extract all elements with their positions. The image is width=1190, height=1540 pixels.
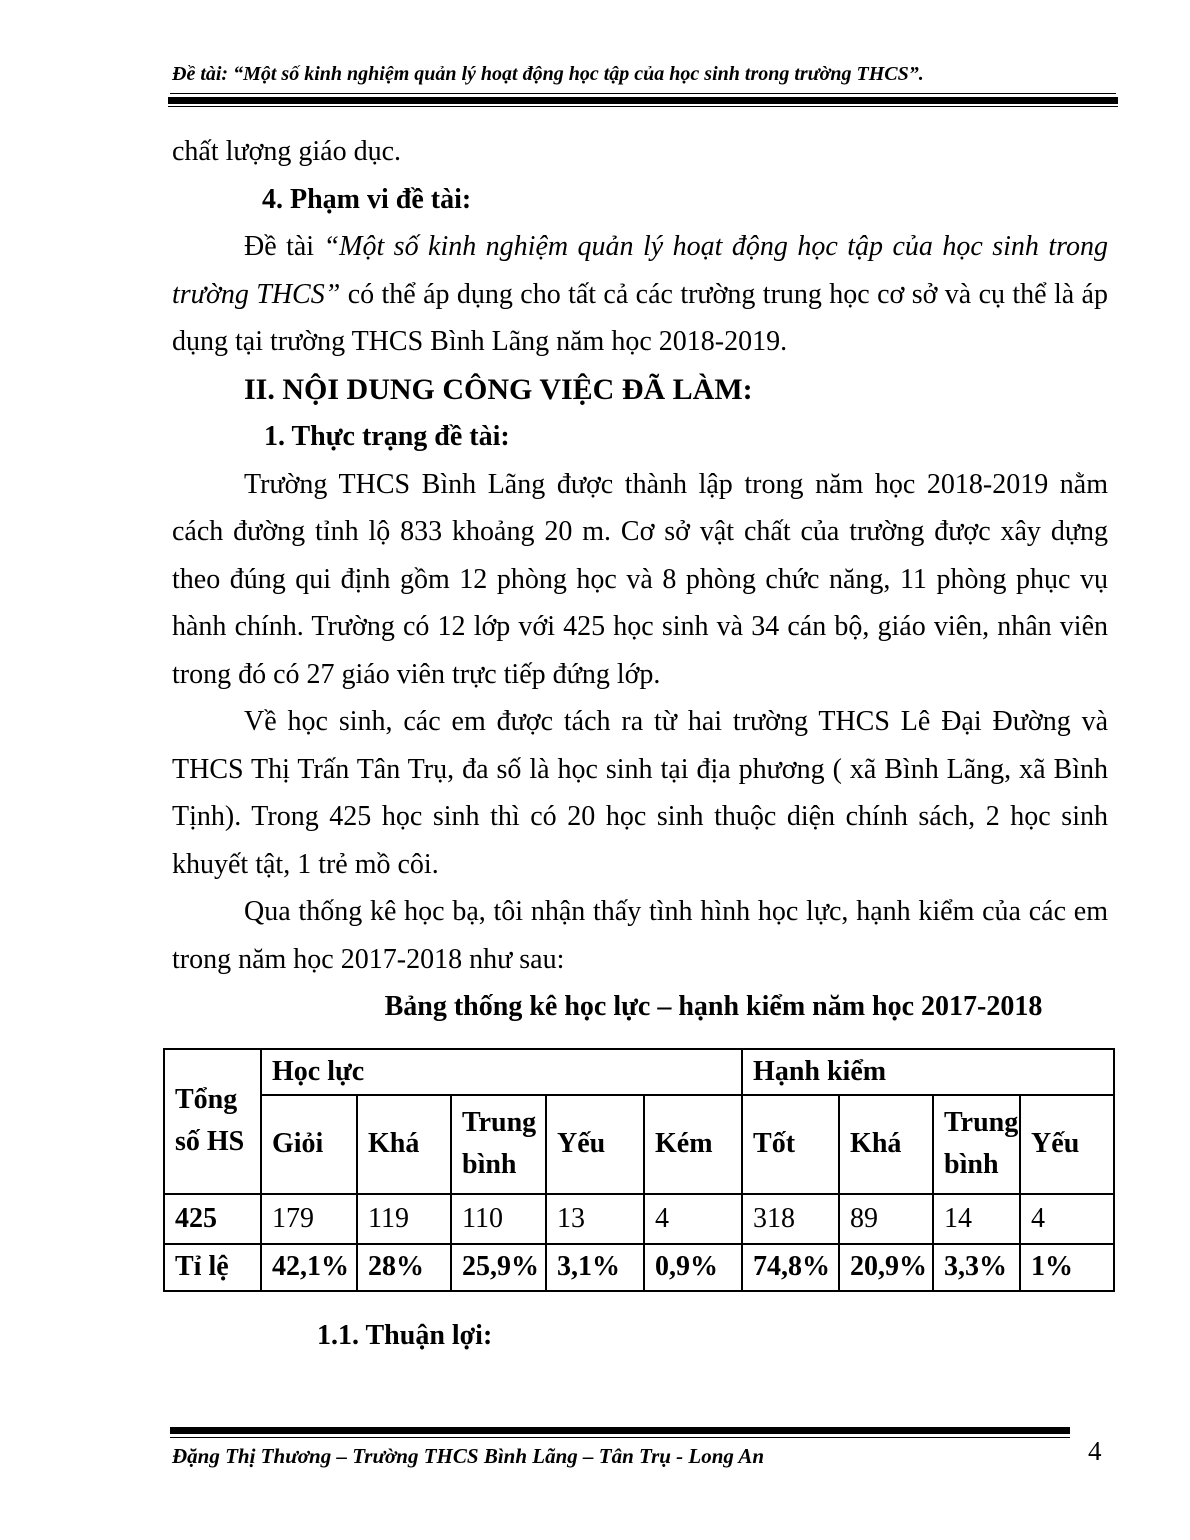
paragraph-school: Trường THCS Bình Lãng được thành lập trong năm học 2018-2019 nằm cách đường tỉnh lộ 833 khoảng 20 m. Cơ sở vật chất của trường được xây dựng theo đúng qui định gồm 12 phòng học và 8 phòng chức năng, 11 phòng phục vụ hành chính. Trường có 12 lớp với 425 học sinh và 34 cán bộ, giáo viên, nhân viên trong đó có 27 giáo viên trực tiếp đứng lớp.	[172, 468, 1108, 690]
group-header-hanh-kiem: Hạnh kiểm	[742, 1049, 1114, 1095]
count-cell: 14	[933, 1194, 1020, 1244]
statistics-table	[163, 1048, 1115, 1292]
subheader-tot: Tốt	[742, 1095, 839, 1194]
header-rule-thick	[168, 97, 1118, 104]
footer-rule-thick	[170, 1427, 1070, 1434]
group-header-hoc-luc: Học lực	[261, 1049, 742, 1095]
subheader-yeu-hl: Yếu	[546, 1095, 644, 1194]
percent-cell: 0,9%	[644, 1244, 742, 1291]
count-cell: 179	[261, 1194, 357, 1244]
subheader-kem: Kém	[644, 1095, 742, 1194]
percent-cell: 3,1%	[546, 1244, 644, 1291]
subheader-trung-binh-hk: Trung bình	[933, 1095, 1020, 1194]
table-group-header-row	[164, 1049, 1114, 1095]
subheader-yeu-hk: Yếu	[1020, 1095, 1114, 1194]
subheader-trung-binh-hl: Trung bình	[451, 1095, 546, 1194]
scope-topic-italic: “Một số kinh nghiệm quản lý hoạt động học tập của học sinh trong trường THCS”	[172, 231, 1108, 310]
scope-prefix: Đề tài	[244, 231, 324, 262]
count-cell: 110	[451, 1194, 546, 1244]
heading-main-section: II. NỘI DUNG CÔNG VIỆC ĐÃ LÀM:	[244, 372, 753, 406]
subheader-kha-hl: Khá	[357, 1095, 451, 1194]
table-subheader-row	[164, 1095, 1114, 1194]
heading-scope: 4. Phạm vi đề tài:	[262, 183, 472, 215]
percent-cell: 3,3%	[933, 1244, 1020, 1291]
percent-cell: 1%	[1020, 1244, 1114, 1291]
table-percent-row	[164, 1244, 1114, 1291]
count-cell: 4	[1020, 1194, 1114, 1244]
subheader-kha-hk: Khá	[839, 1095, 933, 1194]
heading-advantages: 1.1. Thuận lợi:	[317, 1319, 493, 1351]
footer-rule-thin	[170, 1437, 1070, 1438]
percent-cell: 74,8%	[742, 1244, 839, 1291]
percent-cell: 28%	[357, 1244, 451, 1291]
count-cell: 119	[357, 1194, 451, 1244]
percent-cell: 25,9%	[451, 1244, 546, 1291]
footer-author-line: Đặng Thị Thương – Trường THCS Bình Lãng – Tân Trụ - Long An	[172, 1444, 765, 1468]
count-cell: 89	[839, 1194, 933, 1244]
table-title: Bảng thống kê học lực – hạnh kiểm năm học 2017-2018	[384, 991, 1043, 1022]
percent-cell: 42,1%	[261, 1244, 357, 1291]
header-rule-thin-bottom	[168, 106, 1118, 107]
paragraph-stats-intro: Qua thống kê học bạ, tôi nhận thấy tình hình học lực, hạnh kiểm của các em trong năm học 2017-2018 như sau:	[172, 896, 1108, 975]
header-rule-thin-top	[170, 93, 1116, 94]
corner-line2: số HS	[175, 1126, 245, 1157]
table-count-row	[164, 1194, 1114, 1244]
document-body	[172, 128, 1108, 1359]
page-number: 4	[1088, 1436, 1102, 1466]
corner-line1: Tổng	[175, 1084, 238, 1115]
heading-status: 1. Thực trạng đề tài:	[264, 421, 510, 452]
percent-cell: 20,9%	[839, 1244, 933, 1291]
count-cell: 4	[644, 1194, 742, 1244]
scope-suffix: có thể áp dụng cho tất cả các trường trung học cơ sở và cụ thể là áp dụng tại trường THCS Bình Lãng năm học 2018-2019.	[172, 278, 1108, 357]
count-row-label: 425	[164, 1194, 261, 1244]
paragraph-carryover: chất lượng giáo dục.	[172, 136, 402, 167]
count-cell: 318	[742, 1194, 839, 1244]
subheader-gioi: Giỏi	[261, 1095, 357, 1194]
paragraph-students: Về học sinh, các em được tách ra từ hai trường THCS Lê Đại Đường và THCS Thị Trấn Tân Trụ, đa số là học sinh tại địa phương ( xã Bình Lãng, xã Bình Tịnh). Trong 425 học sinh thì có 20 học sinh thuộc diện chính sách, 2 học sinh khuyết tật, 1 trẻ mồ côi.	[172, 706, 1108, 880]
running-head: Đề tài: “Một số kinh nghiệm quản lý hoạt động học tập của học sinh trong trường THCS”.	[172, 63, 924, 85]
percent-row-label: Tỉ lệ	[164, 1244, 261, 1291]
corner-cell-total-hs	[164, 1049, 261, 1194]
paragraph-scope	[172, 223, 1108, 366]
count-cell: 13	[546, 1194, 644, 1244]
